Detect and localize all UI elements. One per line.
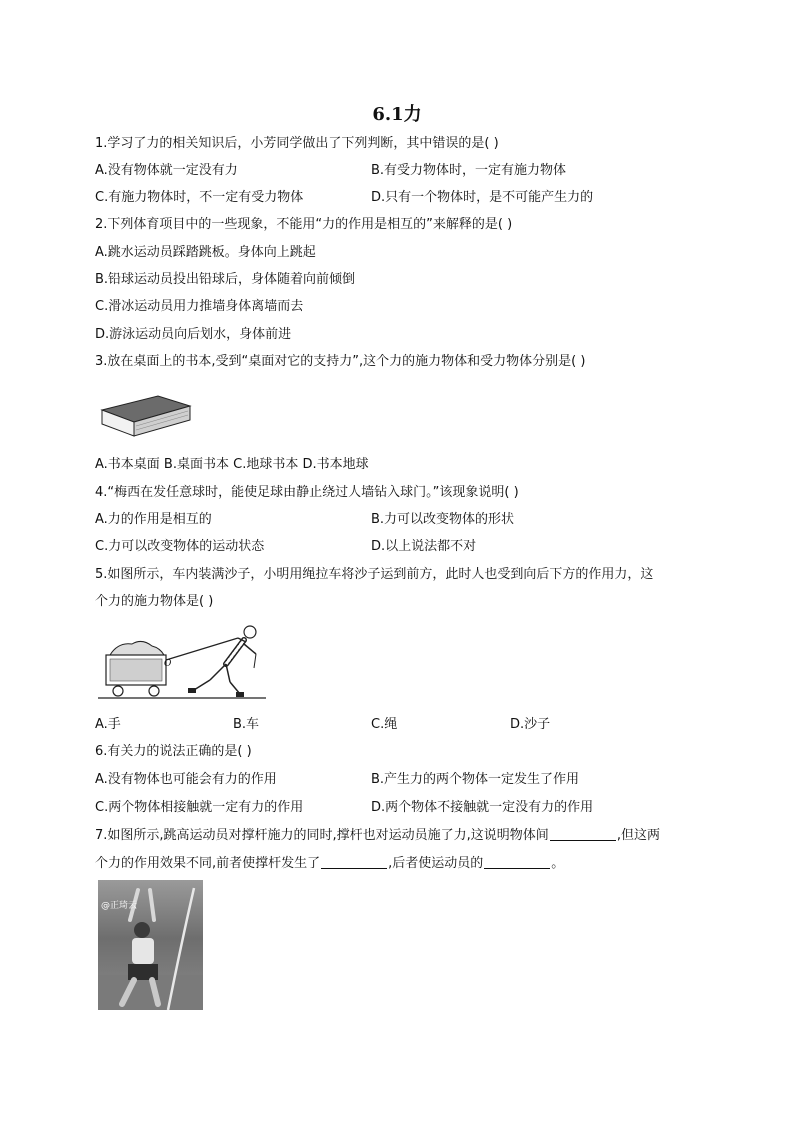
pole-vault-photo — [98, 880, 203, 1010]
q2-option-c: C.滑冰运动员用力推墙身体离墙而去 — [95, 299, 304, 314]
q4-option-c: C.力可以改变物体的运动状态 — [95, 539, 265, 554]
q1-option-d: D.只有一个物体时，是不可能产生力的 — [371, 190, 594, 205]
q5-option-a: A.手 — [95, 717, 121, 732]
q5-stem-line1: 5.如图所示，车内装满沙子，小明用绳拉车将沙子运到前方，此时人也受到向后下方的作用力，这 — [95, 567, 654, 582]
q3-stem: 3.放在桌面上的书本,受到“桌面对它的支持力”,这个力的施力物体和受力物体分别是( ) — [95, 354, 586, 369]
q2-option-b: B.铅球运动员投出铅球后，身体随着向前倾倒 — [95, 272, 356, 287]
q1-stem: 1.学习了力的相关知识后，小芳同学做出了下列判断，其中错误的是( ) — [95, 136, 499, 151]
q7-stem-part1: 7.如图所示,跳高运动员对撑杆施力的同时,撑杆也对运动员施了力,这说明物体间 — [95, 828, 549, 843]
q6-option-d: D.两个物体不接触就一定没有力的作用 — [371, 800, 594, 815]
q5-option-b: B.车 — [233, 717, 260, 732]
answer-blank-2 — [321, 855, 387, 869]
point-label-o: O — [164, 659, 172, 669]
page-title: 6.1力 — [372, 104, 422, 125]
q7-stem-part3: 个力的作用效果不同,前者使撑杆发生了 — [95, 856, 321, 871]
q6-option-b: B.产生力的两个物体一定发生了作用 — [371, 772, 580, 787]
q2-option-d: D.游泳运动员向后划水，身体前进 — [95, 327, 292, 342]
q2-stem: 2.下列体育项目中的一些现象，不能用“力的作用是相互的”来解释的是( ) — [95, 217, 513, 232]
q4-option-a: A.力的作用是相互的 — [95, 512, 212, 527]
q1-option-c: C.有施力物体时，不一定有受力物体 — [95, 190, 304, 205]
answer-blank-1 — [550, 827, 616, 841]
q6-option-c: C.两个物体相接触就一定有力的作用 — [95, 800, 304, 815]
q7-stem-part2: ,但这两 — [616, 828, 660, 843]
q6-option-a: A.没有物体也可能会有力的作用 — [95, 772, 277, 787]
answer-blank-3 — [484, 855, 550, 869]
q5-option-c: C.绳 — [371, 717, 398, 732]
q5-option-d: D.沙子 — [510, 717, 551, 732]
q7-stem-line1 — [95, 827, 660, 845]
q2-option-a: A.跳水运动员踩踏跳板。身体向上跳起 — [95, 245, 316, 260]
q3-options: A.书本桌面 B.桌面书本 C.地球书本 D.书本地球 — [95, 457, 369, 472]
cart-pulling-illustration — [98, 620, 268, 702]
q7-stem-part4: ,后者使运动员的 — [388, 856, 484, 871]
q4-option-d: D.以上说法都不对 — [371, 539, 477, 554]
q6-stem: 6.有关力的说法正确的是( ) — [95, 744, 252, 759]
photo-watermark: @正琦云 — [101, 901, 138, 911]
q7-stem-part5: 。 — [551, 856, 565, 871]
q1-option-b: B.有受力物体时，一定有施力物体 — [371, 163, 567, 178]
q7-stem-line2 — [95, 855, 564, 873]
q5-stem-line2: 个力的施力物体是( ) — [95, 594, 214, 609]
q1-option-a: A.没有物体就一定没有力 — [95, 163, 238, 178]
q4-option-b: B.力可以改变物体的形状 — [371, 512, 515, 527]
book-illustration — [98, 392, 194, 444]
q4-stem: 4.“梅西在发任意球时，能使足球由静止绕过人墙钻入球门。”该现象说明( ) — [95, 485, 519, 500]
